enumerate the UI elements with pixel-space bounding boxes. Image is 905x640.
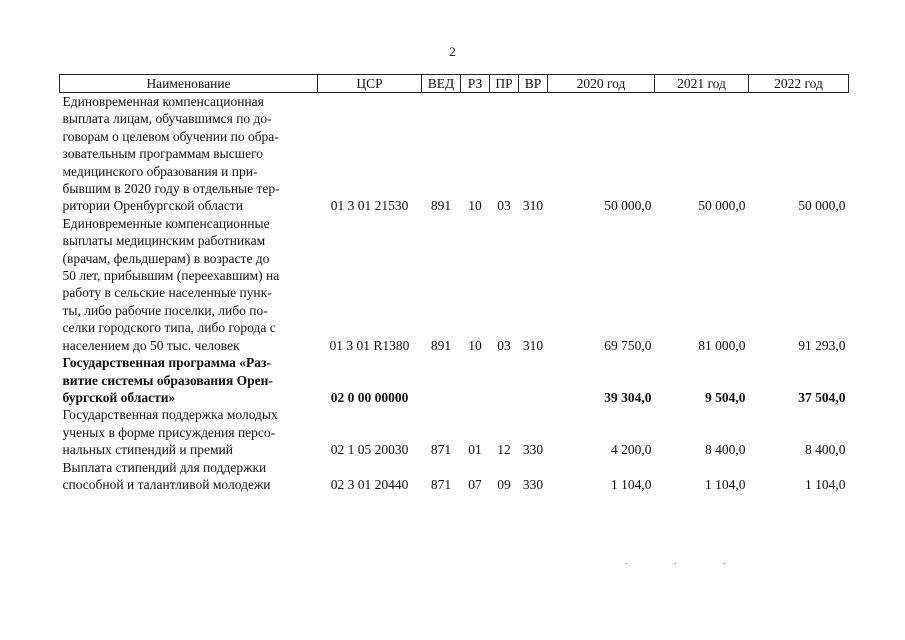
row-pr: 12 [497,442,511,458]
row-vr: 310 [522,337,544,353]
row-amount-2022: 37 504,0 [798,389,846,405]
row-ved: 871 [430,476,452,492]
row-name-line: Выплата стипендий для поддержки [62,459,267,475]
row-name-line: медицинского образования и при- [62,163,258,179]
row-amount-2021: 8 400,0 [705,442,746,458]
row-name-line: выплата лицам, обучавшимся по до- [62,111,272,127]
row-name-line: бывшим в 2020 году в отдельные тер- [62,181,280,197]
row-name-line: Единовременные компенсационные [62,215,270,231]
row-csr: 02 3 01 20440 [330,476,409,492]
row-csr: 01 3 01 21530 [330,198,409,214]
row-name-line: выплаты медицинским работникам [62,233,266,249]
row-amount-2020: 39 304,0 [604,389,652,405]
row-vr [519,354,548,406]
row-amount-2020: 50 000,0 [604,198,652,214]
header-name: Наименование [60,75,318,93]
row-name-line: 50 лет, прибывшим (переехавшим) на [62,268,280,284]
header-rz: РЗ [461,75,490,93]
table-body [60,93,849,494]
row-name [60,406,318,458]
row-amount-2022: 8 400,0 [805,442,846,458]
row-name-line: селки городского типа, либо города с [62,320,276,336]
row-name-line: населением до 50 тыс. человек [62,337,240,353]
row-name-line: зовательным программам высшего [62,146,264,162]
row-name-line: (врачам, фельдшерам) в возрасте до [62,250,270,266]
table-row [60,215,849,354]
row-rz: 10 [468,198,482,214]
row-vr: 330 [522,442,544,458]
row-rz: 07 [468,476,482,492]
row-ved: 891 [430,337,452,353]
header-csr: ЦСР [318,75,422,93]
row-amount-2021: 9 504,0 [705,389,746,405]
row-amount-2022: 91 293,0 [798,337,846,353]
row-ved: 891 [430,198,452,214]
row-name-line: витие системы образования Орен- [62,372,273,388]
header-pr: ПР [490,75,519,93]
header-vr: ВР [519,75,548,93]
row-rz [461,354,490,406]
row-name-line: способной и талантливой молодежи [62,476,271,492]
header-2020: 2020 год [548,75,655,93]
scan-dots-decoration: . . . [625,556,748,567]
budget-table [59,74,849,493]
row-name-line: Государственная поддержка молодых [62,407,278,423]
row-name-line: говорам о целевом обучении по обра- [62,128,279,144]
table-header-row [60,75,849,93]
row-pr: 03 [497,198,511,214]
row-name-line: работу в сельские населенные пунк- [62,285,272,301]
row-amount-2022: 1 104,0 [805,476,846,492]
row-amount-2020: 69 750,0 [604,337,652,353]
row-name-line: Государственная программа «Раз- [62,355,271,371]
row-pr: 03 [497,337,511,353]
table-row [60,93,849,215]
row-ved: 871 [430,442,452,458]
header-ved: ВЕД [422,75,461,93]
page-number: 2 [449,44,456,59]
row-csr: 02 1 05 20030 [330,442,409,458]
row-ved [422,354,461,406]
table-row [60,354,849,406]
row-rz: 01 [468,442,482,458]
header-2021: 2021 год [655,75,749,93]
row-name-line: ученых в форме присуждения персо- [62,424,276,440]
row-vr: 330 [522,476,544,492]
row-name [60,93,318,215]
row-name-line: ты, либо рабочие поселки, либо по- [62,302,268,318]
row-name-line: нальных стипендий и премий [62,442,233,458]
row-pr [490,354,519,406]
row-name-line: ритории Оренбургской области [62,198,243,214]
row-amount-2022: 50 000,0 [798,198,846,214]
row-name [60,215,318,354]
row-vr: 310 [522,198,544,214]
row-name [60,354,318,406]
header-2022: 2022 год [749,75,849,93]
row-amount-2021: 1 104,0 [705,476,746,492]
row-amount-2021: 50 000,0 [698,198,746,214]
row-csr: 01 3 01 R1380 [329,337,410,353]
row-name-line: Единовременная компенсационная [62,94,264,109]
table-row [60,406,849,458]
row-name-line: бургской области» [62,389,176,405]
row-name [60,459,318,494]
table-row [60,459,849,494]
row-pr: 09 [497,476,511,492]
row-amount-2020: 1 104,0 [611,476,652,492]
row-amount-2021: 81 000,0 [698,337,746,353]
row-amount-2020: 4 200,0 [611,442,652,458]
row-rz: 10 [468,337,482,353]
row-csr: 02 0 00 00000 [330,389,409,405]
